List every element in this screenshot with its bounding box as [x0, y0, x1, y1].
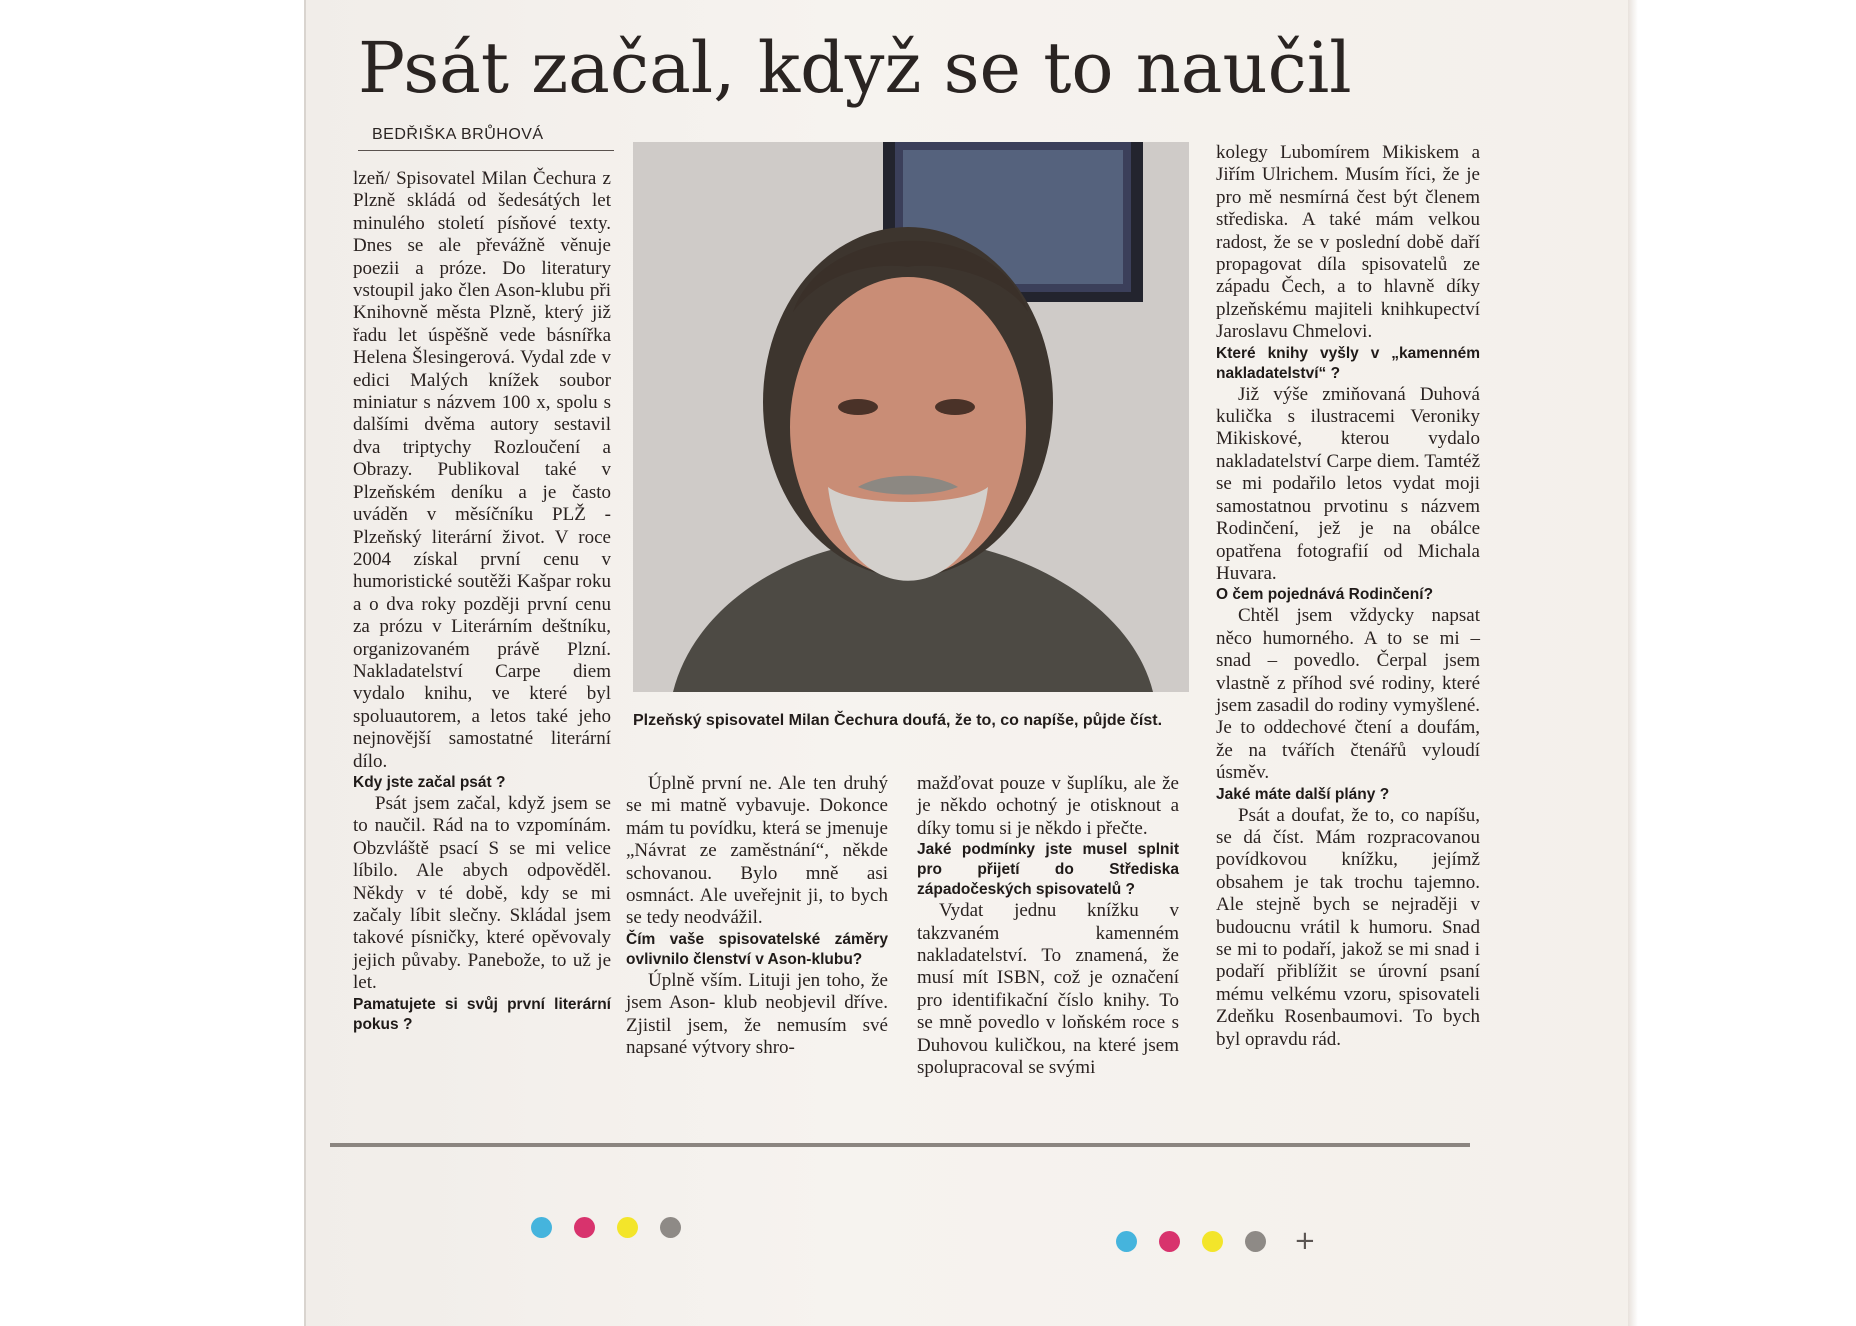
column-1 [353, 168, 611, 1035]
registration-plus-mark: + [1294, 1226, 1316, 1256]
answer-7: Psát a doufat, že to, co napíšu, se dá číst. Mám rozpracovanou povídkovou knížku, jejímž obsahem je tak trochu tajemno. Ale stejně bych se nejraději v budoucnu vrátil k humoru. Snad se mi to podaří, jakož se mi snad i podaří přiblížit se úrovní psaní mému velkému vzoru, spisovateli Zdeňku Rosenbaumovi. To bych byl opravdu rád. [1216, 804, 1480, 1050]
byline-rule [358, 150, 614, 151]
answer-3: Úplně vším. Lituji jen toho, že jsem Ason- klub neobjevil dříve. Zjistil jsem, že nemusím své napsané výtvory shro- [626, 969, 888, 1059]
answer-1: Psát jsem začal, když jsem se to naučil. Rád na to vzpomínám. Obzvláště psací S se mi velice líbilo. Ale abych odpověděl. Někdy v té době, kdy se mi začaly líbit slečny. Skládal jsem takové písničky, které opěvovaly jejich půvaby. Panebože, to už je let. [353, 792, 611, 994]
answer-4: Vydat jednu knížku v takzvaném kamenném nakladatelství. To znamená, že musí mít ISBN, což je označení pro identifikační číslo knihy. To se mně povedlo v loňském roce s Duhovou kuličkou, na které jsem spolupracoval se svými [917, 900, 1179, 1079]
question-2: Pamatujete si svůj první literární pokus ? [353, 995, 611, 1033]
paper-edge [1628, 0, 1638, 1326]
column-4 [1216, 142, 1480, 1051]
bottom-rule [330, 1143, 1470, 1147]
yellow-dot [617, 1217, 638, 1238]
gray-dot [1245, 1231, 1266, 1252]
cyan-dot [1116, 1231, 1137, 1252]
answer-2: Úplně první ne. Ale ten druhý se mi matně vybavuje. Dokonce mám tu povídku, která se jmenuje „Návrat ze zaměstnání“, někde schovanou. Bylo mně asi osmnáct. Ale uveřejnit ji, to bych se tedy neodvážil. [626, 773, 888, 929]
registration-dots-right [1116, 1226, 1316, 1256]
column-3 [917, 773, 1179, 1079]
magenta-dot [574, 1217, 595, 1238]
column-2 [626, 773, 888, 1059]
byline-author: BEDŘIŠKA BRŮHOVÁ [372, 126, 544, 143]
portrait-photo [633, 142, 1189, 692]
yellow-dot [1202, 1231, 1223, 1252]
question-5: Které knihy vyšly v „kamenném nakladatelství“ ? [1216, 344, 1480, 382]
answer-4-continued: kolegy Lubomírem Mikiskem a Jiřím Ulrichem. Musím říci, že je pro mě nesmírná čest být členem střediska. A také mám velkou radost, že se v poslední době daří propagovat díla spisovatelů ze západu Čech, a to hlavně díky plzeňskému majiteli knihkupectví Jaroslavu Chmelovi. [1216, 142, 1480, 343]
portrait-illustration [633, 142, 1189, 692]
registration-dots-left [531, 1217, 681, 1238]
question-3: Čím vaše spisovatelské záměry ovlivnilo členství v Ason-klubu? [626, 930, 888, 968]
answer-5: Již výše zmiňovaná Duhová kulička s ilustracemi Veroniky Mikiskové, kterou vydalo nakladatelství Carpe diem. Tamtéž se mi podařilo letos vydat moji samostatnou prvotinu s názvem Rodinčení, jež je na obálce opatřena fotografií od Michala Huvara. [1216, 383, 1480, 584]
answer-3-continued: mažďovat pouze v šuplíku, ale že je někdo ochotný je otisknout a díky tomu si je někdo i přečte. [917, 773, 1179, 839]
question-4: Jaké podmínky jste musel splnit pro přijetí do Střediska západočeských spisovatelů ? [917, 841, 1179, 899]
question-6: O čem pojednává Rodinčení? [1216, 586, 1434, 604]
intro-paragraph: lzeň/ Spisovatel Milan Čechura z Plzně skládá od šedesátých let minulého století písňové texty. Dnes se ale převážně věnuje poezii a próze. Do literatury vstoupil jako člen Ason-klubu při Knihovně města Plzně, který již řadu let úspěšně vede básnířka Helena Šlesingerová. Vydal zde v edici Malých knížek soubor miniatur s názvem 100 x, spolu s dalšími dvěma autory sestavil dva triptychy Rozloučení a Obrazy. Publikoval také v Plzeňském deníku a je často uváděn v měsíčníku PLŽ - Plzeňský literární život. V roce 2004 získal první cenu v humoristické soutěži Kašpar roku a o dva roky později první cenu za prózu v Literárním deštníku, organizovaném právě Plzní. Nakladatelství Carpe diem vydalo knihu, ve které byl spoluautorem, a letos také jeho nejnovější samostatné literární dílo. [353, 168, 611, 772]
answer-6: Chtěl jsem vždycky napsat něco humorného. A to se mi – snad – povedlo. Čerpal jsem vlastně z příhod své rodiny, které jsem zasadil do rodiny vymyšlené. Je to oddechové čtení a doufám, že na tvářích čtenářů vyloudí úsměv. [1216, 605, 1480, 784]
question-1: Kdy jste začal psát ? [353, 773, 506, 791]
gray-dot [660, 1217, 681, 1238]
question-7: Jaké máte další plány ? [1216, 785, 1390, 803]
photo-caption: Plzeňský spisovatel Milan Čechura doufá, že to, co napíše, půjde číst. [633, 712, 1163, 729]
magenta-dot [1159, 1231, 1180, 1252]
headline: Psát začal, když se to naučil [358, 27, 1352, 109]
cyan-dot [531, 1217, 552, 1238]
